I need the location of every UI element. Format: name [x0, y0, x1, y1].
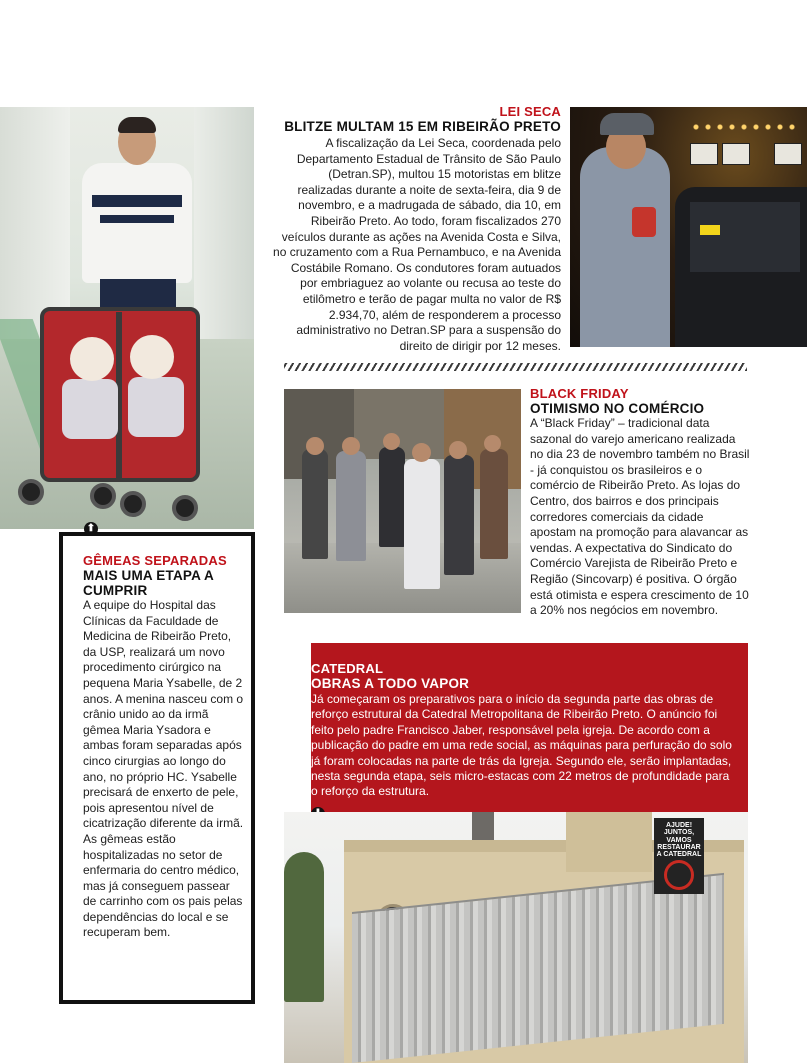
photo-lei-seca-blitz: [570, 107, 807, 347]
article-catedral: [311, 661, 736, 800]
black-friday-body: A “Black Friday” – tradicional data sazonal do varejo americano realizada no dia 23 de novembro também no Brasil - já conquistou os brasileiros e o comércio de Ribeirão Preto. As lojas do Centro, dos bairros e dos principais corredores comerciais da cidade apostam na promoção para alavancar as vendas. A expectativa do Sindicato do Comércio Varejista de Ribeirão Preto e Região (Sincovarp) é positiva. O órgão está otimista e espera crescimento de 10 a 20% nos negócios em novembro.: [530, 416, 750, 618]
black-friday-kicker: BLACK FRIDAY: [530, 386, 629, 401]
gemeas-kicker: GÊMEAS SEPARADAS: [83, 553, 227, 568]
lei-seca-kicker: LEI SECA: [499, 104, 561, 119]
hatched-divider: [284, 363, 747, 371]
catedral-headline: OBRAS A TODO VAPOR: [311, 676, 470, 691]
article-gemeas: [83, 553, 245, 941]
arrow-up-icon: ⬆: [84, 522, 98, 536]
article-lei-seca: [271, 104, 561, 354]
photo-catedral-obras: [284, 812, 748, 1063]
lei-seca-body: A fiscalização da Lei Seca, coordenada pelo Departamento Estadual de Trânsito de São Paulo (Detran.SP), multou 15 motoristas em blitze realizadas durante a noite de sexta-feira, dia 9 de novembro, e a madrugada de sábado, dia 10, em Ribeirão Preto. Ao todo, foram fiscalizados 270 veículos durante as ações na Avenida Costa e Silva, no cruzamento com a Rua Pernambuco, e na Avenida Costábile Romano. Os condutores foram autuados por embriaguez ao volante ou recusa ao teste do etilômetro e terão de pagar multa no valor de R$ 2.934,70, além de responderem a processo administrativo no Detran.SP para a suspensão do direito de dirigir por 12 meses.: [273, 136, 561, 353]
gemeas-body: A equipe do Hospital das Clínicas da Faculdade de Medicina de Ribeirão Preto, da USP, realizará um novo procedimento cirúrgico na pequena Maria Ysabelle, de 2 anos. A menina nasceu com o crânio unido ao da irmã gêmea Maria Ysadora e ambas foram separadas após cinco cirurgias ao longo do ano, no próprio HC. Ysabelle precisará de enxerto de pele, pois apresentou nível de cicatrização diferente da irmã. As gêmeas estão hospitalizadas no setor de enfermaria do centro médico, mas já conseguem passear de carrinho com os pais pelas dependências do local e se recuperam bem.: [83, 598, 244, 940]
catedral-kicker: CATEDRAL: [311, 661, 384, 676]
black-friday-headline: OTIMISMO NO COMÉRCIO: [530, 401, 705, 416]
catedral-banner-text: AJUDE! JUNTOS, VAMOS RESTAURAR A CATEDRAL: [656, 822, 702, 859]
lei-seca-headline: BLITZE MULTAM 15 EM RIBEIRÃO PRETO: [284, 119, 561, 134]
article-black-friday: [530, 386, 750, 619]
gemeas-headline: MAIS UMA ETAPA A CUMPRIR: [83, 568, 214, 598]
photo-black-friday-street: [284, 389, 521, 613]
photo-gemeas-stroller: [0, 107, 254, 529]
catedral-body: Já começaram os preparativos para o início da segunda parte das obras de reforço estrutural da Catedral Metropolitana de Ribeirão Preto. O anúncio foi feito pelo padre Francisco Jaber, responsável pela igreja. De acordo com a publicação do padre em uma rede social, as máquinas para perfuração do solo já foram colocadas na parte de trás da Igreja. Segundo ele, serão implantadas, nesta segunda etapa, seis micro-estacas com 22 metros de profundidade para o reforço da estrutura.: [311, 692, 732, 799]
